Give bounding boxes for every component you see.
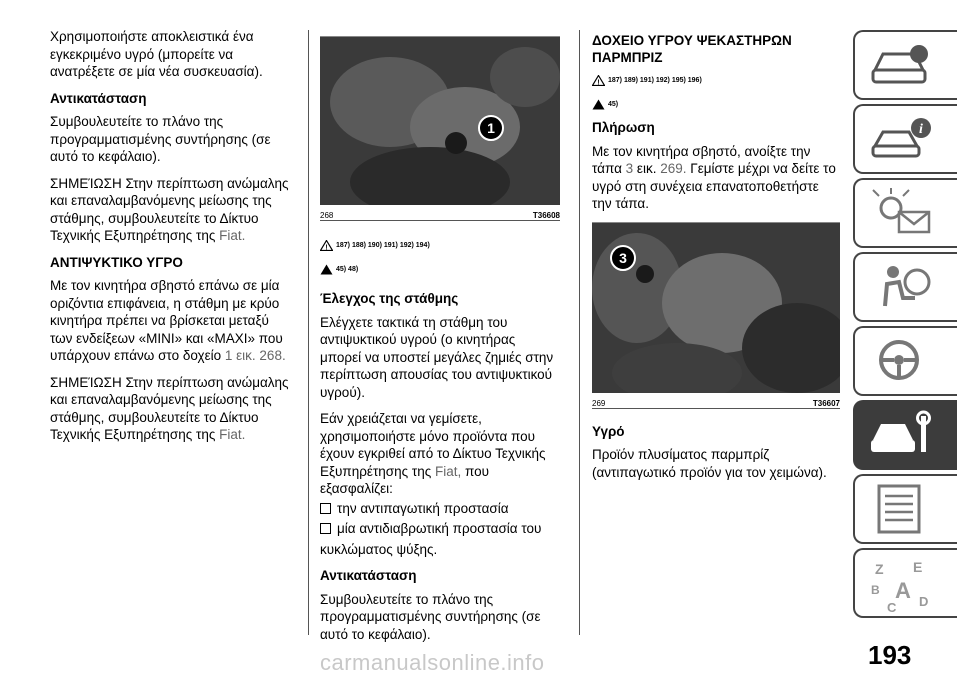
watermark: carmanualsonline.info bbox=[320, 650, 545, 675]
level-check-text: Ελέγχετε τακτικά τη στάθμη του αντιψυκτικού υγρού (ο κινητήρας μπορεί να υποστεί μεγάλες ζημιές στην περίπτωση απουσίας του αντιψυκτικού υγρού). bbox=[320, 314, 554, 400]
brand-fiat: Fiat. bbox=[219, 427, 246, 442]
car-dashboard-icon bbox=[869, 40, 935, 90]
filling-text: Με τον κινητήρα σβηστό, ανοίξτε την τάπα 3 εικ. 269. Γεμίστε μέχρι να δείτε το υγρό στη συνέχεια επανατοποθετήστε την τάπα. bbox=[592, 143, 836, 211]
tab-maintenance[interactable] bbox=[853, 400, 957, 470]
note-paragraph: ΣΗΜΕΊΩΣΗ Στην περίπτωση ανώμαλης και επαναλαμβανόμενης μείωσης της στάθμης, συμβουλευτείτε το Δίκτυο Τεχνικής Εξυπηρέτησης της Fiat. bbox=[50, 175, 289, 243]
tab-car-dashboard[interactable] bbox=[853, 30, 957, 100]
bullet-item: την αντιπαγωτική προστασία bbox=[320, 500, 560, 518]
warning-light-icon bbox=[869, 188, 935, 238]
bullet-tail: κυκλώματος ψύξης. bbox=[320, 541, 438, 557]
svg-text:!: ! bbox=[597, 79, 600, 87]
svg-text:C: C bbox=[887, 600, 897, 614]
svg-text:Z: Z bbox=[875, 561, 884, 577]
ref-number: 1 bbox=[224, 348, 233, 363]
filling-heading: Πλήρωση bbox=[592, 120, 655, 135]
caution-triangle-icon bbox=[592, 99, 605, 110]
figure-number: 268 bbox=[320, 211, 334, 220]
warning-triangle-icon bbox=[320, 240, 333, 251]
figure-code: T36607 bbox=[812, 398, 840, 408]
column-1 bbox=[50, 28, 295, 453]
page-number: 193 bbox=[868, 640, 912, 670]
figure-ref: εικ. 268. bbox=[236, 348, 286, 363]
engine-photo-269 bbox=[592, 222, 840, 393]
callout-1: 1 bbox=[478, 115, 504, 141]
replacement-heading: Αντικατάσταση bbox=[50, 90, 147, 106]
svg-text:!: ! bbox=[325, 244, 328, 252]
svg-text:E: E bbox=[913, 559, 923, 575]
replacement-heading-2: Αντικατάσταση bbox=[320, 568, 417, 583]
car-info-icon bbox=[869, 114, 935, 164]
fluid-text: Προϊόν πλυσίματος παρμπρίζ (αντιπαγωτικό προϊόν για τον χειμώνα). bbox=[592, 447, 827, 480]
figure-number: 269 bbox=[592, 398, 606, 408]
coolant-paragraph: Με τον κινητήρα σβηστό επάνω σε μία οριζόντια επιφάνεια, η στάθμη με κρύο κινητήρα πρέπει να βρίσκεται μεταξύ των ενδείξεων «MINI» και «MAXI» που υπάρχουν επάνω στο δοχείο 1 εικ. 268. bbox=[50, 278, 286, 363]
note-paragraph-2: ΣΗΜΕΊΩΣΗ Στην περίπτωση ανώμαλης και επαναλαμβανόμενης μείωσης της στάθμης, συμβουλευτείτε το Δίκτυο Τεχνικής Εξυπηρέτησης της Fiat. bbox=[50, 374, 289, 442]
svg-text:i: i bbox=[919, 122, 923, 137]
column-divider bbox=[308, 30, 309, 635]
figure-caption-269 bbox=[592, 393, 840, 409]
tab-safety[interactable] bbox=[853, 252, 957, 322]
replacement-text: Συμβουλευτείτε το πλάνο της προγραμματισμένης συντήρησης (σε αυτό το κεφάλαιο). bbox=[50, 114, 271, 164]
warning-refs-4: 45) bbox=[592, 96, 840, 114]
tab-car-info[interactable] bbox=[853, 104, 957, 174]
ref-number: 3 bbox=[625, 161, 634, 176]
figure-ref: 269. bbox=[660, 161, 687, 176]
checkbox-icon bbox=[320, 503, 331, 514]
column-3 bbox=[592, 32, 840, 490]
car-wrench-icon bbox=[869, 410, 939, 460]
caution-triangle-icon bbox=[320, 264, 333, 275]
warning-refs-3: ! 187) 189) 191) 192) 195) 196) bbox=[592, 72, 840, 90]
airbag-icon bbox=[869, 262, 935, 312]
svg-text:A: A bbox=[895, 578, 911, 603]
section-tabs bbox=[853, 30, 957, 622]
steering-wheel-icon bbox=[869, 336, 935, 386]
tab-starting-driving[interactable] bbox=[853, 326, 957, 396]
bullet-item: μία αντιδιαβρωτική προστασία του bbox=[320, 520, 560, 538]
warning-refs-1: ! 187) 188) 190) 191) 192) 194) bbox=[320, 237, 560, 255]
tab-warning-lights[interactable] bbox=[853, 178, 957, 248]
callout-3: 3 bbox=[610, 245, 636, 271]
fill-paragraph: Εάν χρειάζεται να γεμίσετε, χρησιμοποιήστε μόνο προϊόντα που έχουν εγκριθεί από το Δίκτυο Τεχνικής Εξυπηρέτησης της Fiat, που εξασφαλίζει: bbox=[320, 411, 546, 496]
fluid-heading: Υγρό bbox=[592, 423, 625, 439]
brand-fiat: Fiat. bbox=[219, 228, 246, 243]
specifications-list-icon bbox=[869, 484, 935, 534]
svg-text:D: D bbox=[919, 594, 929, 609]
brand-fiat: Fiat, bbox=[435, 463, 462, 479]
svg-text:B: B bbox=[871, 583, 880, 597]
level-check-heading: Έλεγχος της στάθμης bbox=[320, 291, 459, 306]
intro-paragraph: Χρησιμοποιήστε αποκλειστικά ένα εγκεκριμένο υγρό (μπορείτε να ανατρέξετε σε μία νέα συσκευασία). bbox=[50, 29, 263, 79]
alphabet-index-icon bbox=[869, 558, 939, 614]
replacement-text-2: Συμβουλευτείτε το πλάνο της προγραμματισμένης συντήρησης (σε αυτό το κεφάλαιο). bbox=[320, 591, 541, 642]
column-divider bbox=[579, 30, 580, 635]
checkbox-icon bbox=[320, 523, 331, 534]
figure-caption-268 bbox=[320, 205, 560, 221]
figure-code: T36608 bbox=[532, 211, 560, 220]
column-2 bbox=[320, 36, 560, 652]
tab-technical-data[interactable] bbox=[853, 474, 957, 544]
washer-reservoir-heading: ΔΟΧΕΙΟ ΥΓΡΟΥ ΨΕΚΑΣΤΗΡΩΝ ΠΑΡΜΠΡΙΖ bbox=[592, 33, 792, 65]
coolant-heading: ΑΝΤΙΨΥΚΤΙΚΟ ΥΓΡΟ bbox=[50, 254, 183, 270]
tab-index[interactable] bbox=[853, 548, 957, 618]
warning-refs-2: 45) 48) bbox=[320, 261, 560, 279]
warning-triangle-icon bbox=[592, 75, 605, 86]
engine-photo-268 bbox=[320, 36, 560, 205]
